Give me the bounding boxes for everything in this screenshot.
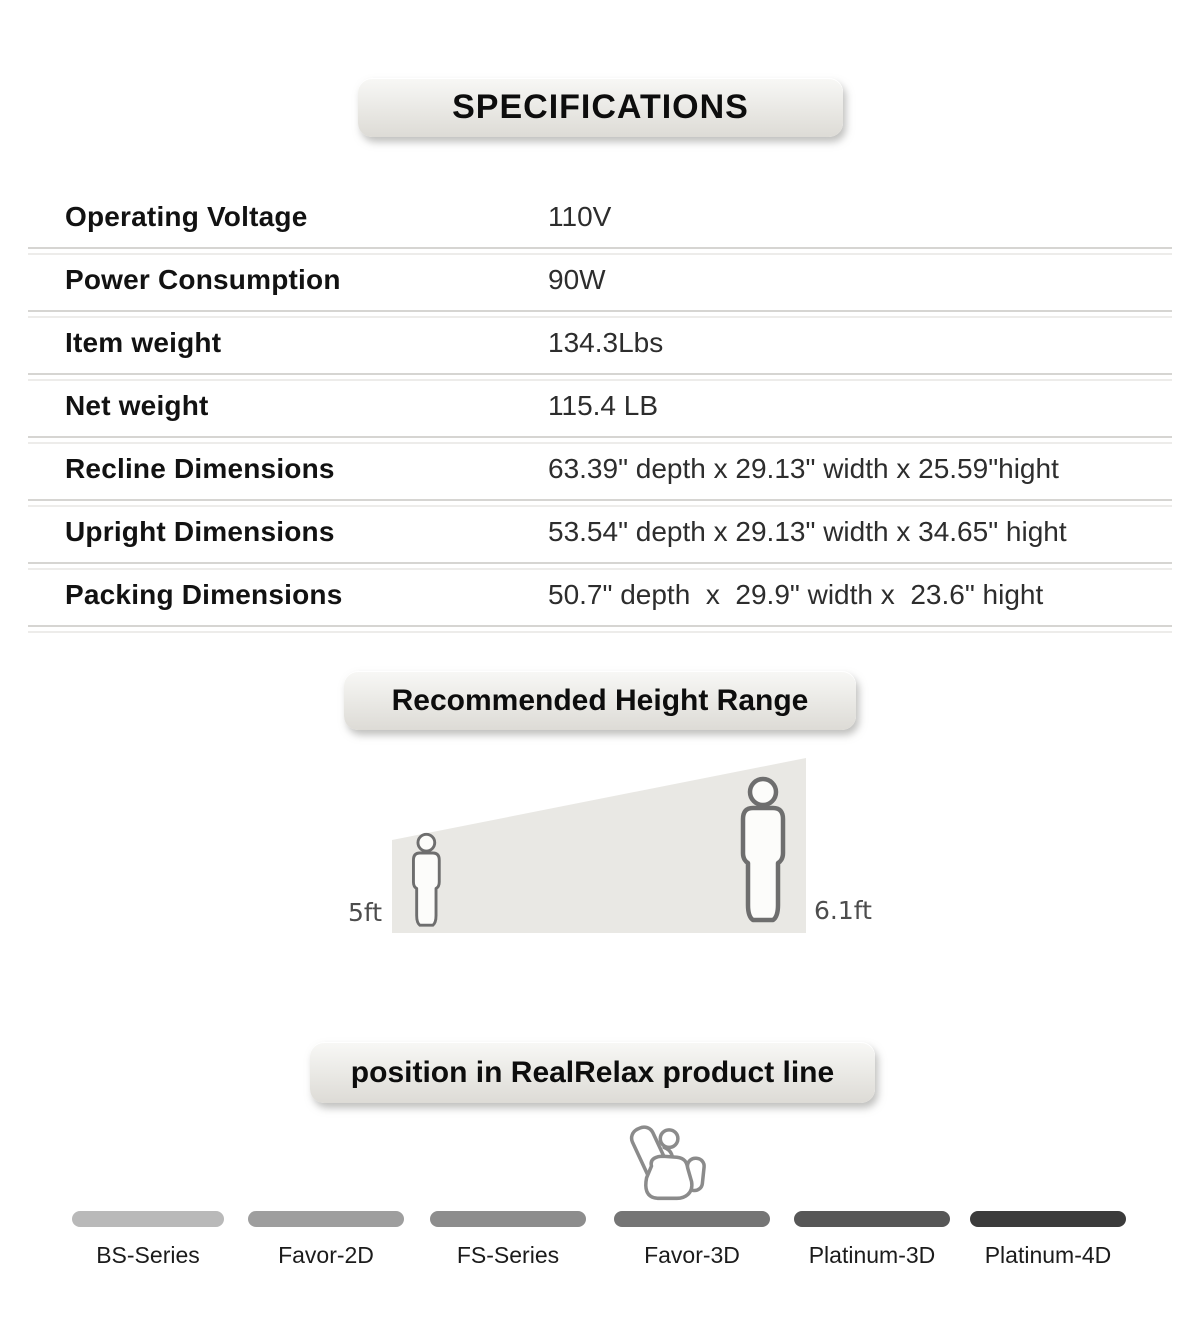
series-label: FS-Series [456,1242,560,1268]
spec-value: 63.39" depth x 29.13" width x 25.59"hight [548,452,1059,484]
series-label: Favor-2D [278,1242,374,1268]
spec-value: 110V [548,200,612,232]
specifications-header: SPECIFICATIONS [358,78,843,137]
table-row [28,438,1172,501]
height-range-graphic [390,753,810,935]
series-label: Platinum-3D [808,1242,936,1268]
spec-value: 53.54" depth x 29.13" width x 34.65" hight [548,515,1067,547]
max-height-label: 6.1ft [814,896,872,925]
series-bar [970,1211,1126,1227]
spec-label: Upright Dimensions [65,515,335,547]
series-bar [72,1211,224,1227]
series-bar [614,1211,770,1227]
series-bar [430,1211,586,1227]
spec-value: 134.3Lbs [548,326,664,358]
spec-value: 50.7" depth x 29.9" width x 23.6" hight [548,578,1044,610]
series-bar [248,1211,404,1227]
spec-value: 90W [548,263,606,295]
spec-label: Net weight [65,389,209,421]
series-label: BS-Series [96,1242,200,1268]
spec-label: Power Consumption [65,263,341,295]
series-label: Favor-3D [644,1242,740,1268]
product-line-header: position in RealRelax product line [310,1042,875,1103]
table-row [28,312,1172,375]
table-row [28,564,1172,627]
table-row [28,501,1172,564]
spec-label: Recline Dimensions [65,452,335,484]
spec-value: 115.4 LB [548,389,659,421]
spec-table [28,186,1172,627]
product-line-item [938,1211,1158,1269]
min-height-label: 5ft [348,898,383,927]
table-row [28,249,1172,312]
spec-label: Packing Dimensions [65,578,343,610]
table-row [28,186,1172,249]
table-row [28,375,1172,438]
spec-label: Item weight [65,326,222,358]
series-bar [794,1211,950,1227]
series-label: Platinum-4D [984,1242,1112,1268]
recliner-chair-icon [628,1122,718,1212]
spec-label: Operating Voltage [65,200,308,232]
height-range-header: Recommended Height Range [344,671,856,730]
